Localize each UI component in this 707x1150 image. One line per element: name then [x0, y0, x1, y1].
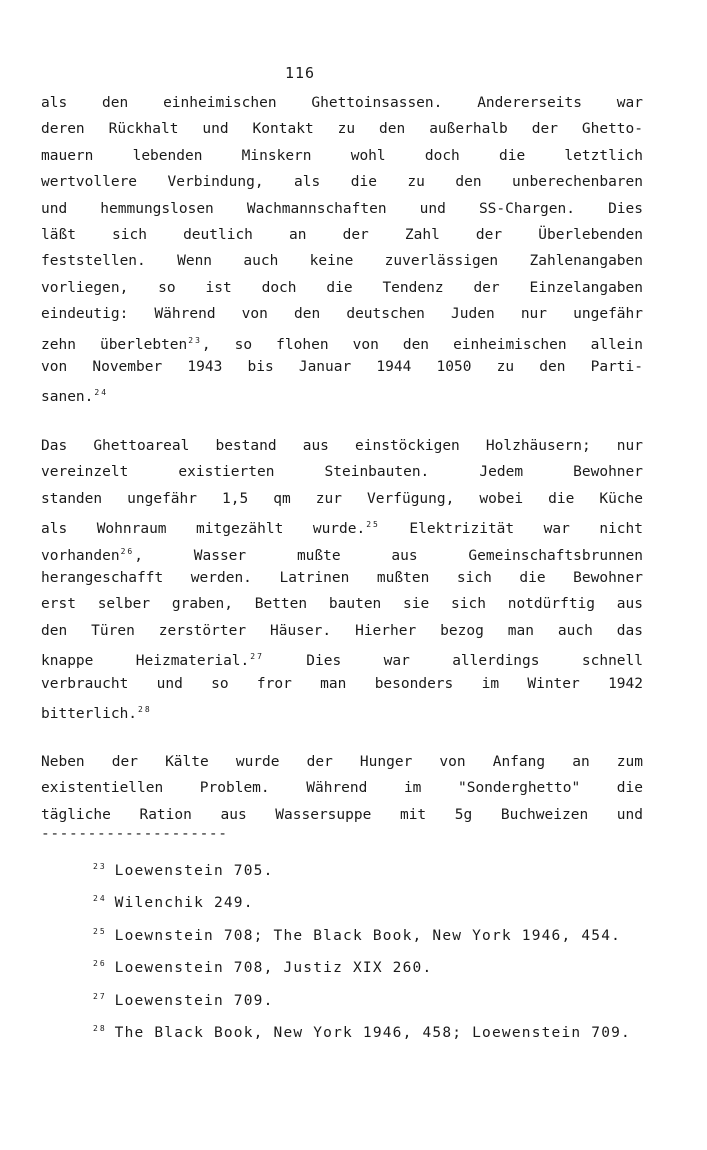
text-line: herangeschafft werden. Latrinen mußten sich die Bewohner [41, 569, 643, 586]
text-line-composite [41, 539, 643, 565]
footnote-number: 23 [93, 862, 107, 871]
text-line-composite [41, 644, 643, 670]
text-segment: knappe Heizmaterial. [41, 653, 250, 670]
text-segment: als Wohnraum mitgezählt wurde. [41, 521, 366, 538]
footnote-ref: 28 [138, 704, 152, 714]
text-segment: Dies war allerdings schnell [263, 653, 643, 670]
text-line: und hemmungslosen Wachmannschaften und SS-Chargen. Dies [41, 200, 643, 217]
footnote-ref: 27 [250, 652, 264, 662]
footnote-separator: -------------------- [41, 826, 228, 842]
text-line: vereinzelt existierten Steinbauten. Jedem Bewohner [41, 464, 643, 481]
paragraph-1 [41, 90, 643, 407]
footnote-number: 26 [93, 959, 107, 969]
text-line-composite [41, 512, 643, 538]
footnote-text: Loewenstein 709. [114, 992, 274, 1009]
footnote-number: 24 [93, 894, 107, 904]
text-line: mauern lebenden Minskern wohl doch die letztlich [41, 147, 643, 164]
footnote-ref: 24 [94, 388, 109, 398]
text-line-composite [41, 328, 643, 354]
footnote [93, 987, 693, 1019]
footnote [93, 1019, 693, 1051]
footnote-ref: 23 [188, 335, 202, 345]
footnote-text: Loewnstein 708; The Black Book, New York 1946, 454. [114, 927, 622, 944]
paragraph-2 [41, 433, 643, 723]
footnote-text: The Black Book, New York 1946, 458; Loewenstein 709. [114, 1024, 631, 1041]
footnote [93, 954, 693, 986]
text-segment: bitterlich. [41, 705, 138, 722]
footnote-number: 27 [93, 991, 107, 1001]
footnote-text: Wilenchik 249. [114, 895, 254, 912]
text-line: den Türen zerstörter Häuser. Hierher bezog man auch das [41, 622, 643, 639]
page-number: 116 [284, 64, 316, 82]
text-segment: zehn überlebten [41, 336, 188, 353]
footnote-text: Loewenstein 705. [114, 863, 274, 879]
footnote-number: 28 [93, 1023, 107, 1033]
text-line: vorliegen, so ist doch die Tendenz der Einzelangaben [41, 279, 643, 296]
text-line: von November 1943 bis Januar 1944 1050 zu den Parti- [41, 358, 643, 375]
footnote-ref: 25 [366, 520, 380, 530]
text-line: verbraucht und so fror man besonders im Winter 1942 [41, 675, 643, 692]
text-line: wertvollere Verbindung, als die zu den unberechenbaren [41, 174, 643, 191]
paragraph-3 [41, 749, 643, 828]
text-line-composite [41, 697, 643, 723]
text-segment: , so flohen von den einheimischen allein [201, 336, 643, 353]
footnote-text: Loewenstein 708, Justiz XIX 260. [114, 960, 433, 977]
text-line: als den einheimischen Ghettoinsassen. Andererseits war [41, 95, 643, 111]
text-line: tägliche Ration aus Wassersuppe mit 5g Buchweizen und [41, 806, 643, 823]
footnote [93, 857, 693, 889]
footnote-ref: 26 [120, 546, 135, 556]
footnote-number: 25 [93, 926, 107, 936]
text-line: existentiellen Problem. Während im "Sonderghetto" die [41, 780, 643, 797]
footnote [93, 889, 693, 921]
text-line-composite [41, 380, 643, 406]
text-segment: , Wasser mußte aus Gemeinschaftsbrunnen [134, 547, 643, 564]
text-line: Das Ghettoareal bestand aus einstöckigen Holzhäusern; nur [41, 438, 643, 454]
text-line: läßt sich deutlich an der Zahl der Überlebenden [41, 226, 643, 243]
text-line: erst selber graben, Betten bauten sie sich notdürftig aus [41, 596, 643, 613]
text-segment: sanen. [41, 389, 94, 406]
text-line: eindeutig: Während von den deutschen Juden nur ungefähr [41, 306, 643, 323]
footnotes [93, 857, 693, 1051]
text-line: Neben der Kälte wurde der Hunger von Anfang an zum [41, 754, 643, 770]
text-segment: vorhanden [41, 547, 120, 564]
text-line: standen ungefähr 1,5 qm zur Verfügung, wobei die Küche [41, 490, 643, 507]
footnote [93, 922, 693, 954]
text-line: feststellen. Wenn auch keine zuverlässigen Zahlenangaben [41, 253, 643, 270]
text-segment: Elektrizität war nicht [379, 521, 643, 538]
text-line: deren Rückhalt und Kontakt zu den außerhalb der Ghetto- [41, 121, 643, 138]
